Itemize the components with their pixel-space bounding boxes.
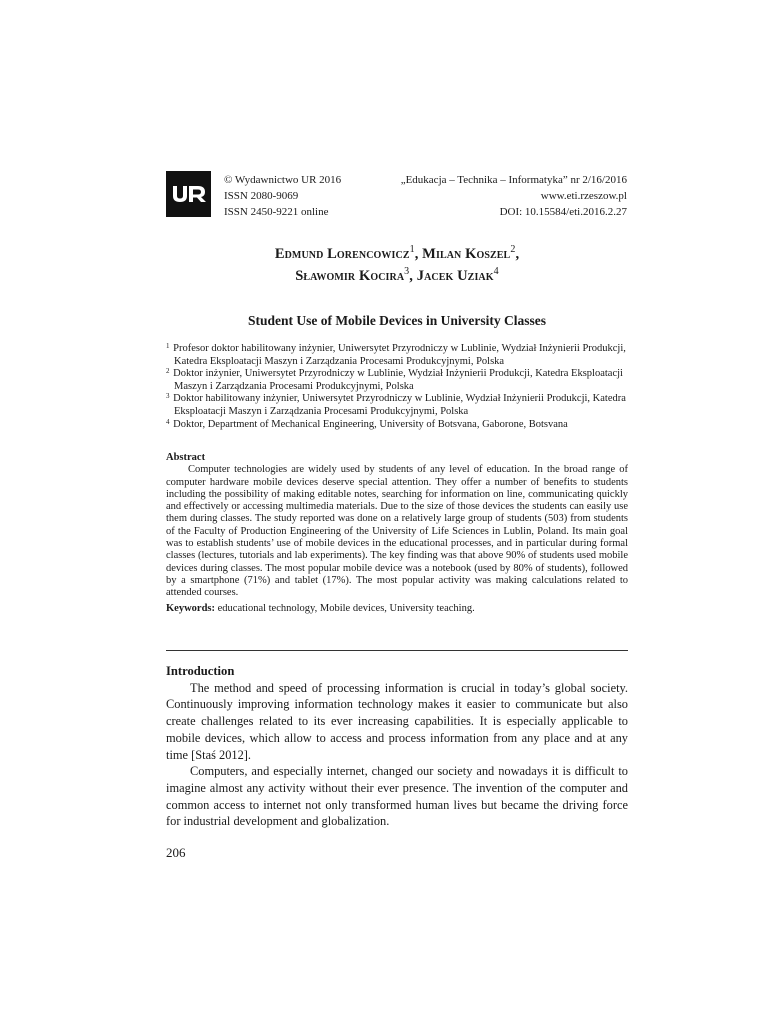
copyright-line: © Wydawnictwo UR 2016	[224, 174, 342, 186]
author-name: Sławomir Kocira	[295, 268, 405, 284]
header-publisher-info	[224, 172, 341, 220]
author-name: Edmund Lorencowicz	[274, 246, 410, 262]
affiliation-number: 2	[166, 367, 170, 376]
affiliation-item	[166, 419, 628, 432]
section-divider	[166, 650, 628, 651]
affiliation-item	[166, 393, 628, 418]
affiliation-mark: 1	[409, 244, 415, 255]
publisher-logo	[166, 171, 211, 217]
keywords-text: educational technology, Mobile devices, University teaching.	[217, 602, 475, 614]
header-journal-info	[401, 172, 627, 220]
abstract-body: Computer technologies are widely used by students of any level of education. In the broad range of computer hardware mobile devices deserve special attention. They offer a number of benefits to students including the possibility of making editable notes, searching for information on line, communicating quickly and effectively or accessing multimedia materials. Due to the size of those devices the students can easily use them during classes. The study reported was done on a relatively large group of students (503) from students of the Faculty of Production Engineering of the University of Life Sciences in Lublin, Poland. Its main goal was to establish students’ use of mobile devices in the educational processes, and in particular during formal classes (lectures, tutorials and lab experiments). The key finding was that above 90% of students used mobile devices during classes. The most popular mobile device was a notebook (used by 80% of students), followed by a smartphone (71%) and tablet (17%). The most popular activity was making calculations related to attended courses.	[166, 464, 628, 599]
affiliation-text: Doktor inżynier, Uniwersytet Przyrodniczy w Lublinie, Wydział Inżynierii Produkcji, Katedra Eksploatacji Maszyn i Zarządzania Procesami Produkcyjnymi, Polska	[173, 368, 623, 392]
introduction-heading: Introduction	[166, 664, 235, 678]
paragraph: The method and speed of processing information is crucial in today’s global society. Continuously improving information technology makes it easier to communicate but also create challenges related to its ever increasing capabilities. It is especially applicable to mobile devices, which allow to access and process information from any place and at any time [Staś 2012].	[166, 680, 628, 762]
keywords-line	[166, 603, 628, 615]
abstract-section	[166, 452, 628, 615]
page-number: 206	[166, 845, 186, 860]
journal-url[interactable]: www.eti.rzeszow.pl	[540, 190, 627, 202]
affiliation-mark: 4	[493, 266, 499, 277]
doi[interactable]: DOI: 10.15584/eti.2016.2.27	[499, 206, 627, 218]
paper-title: Student Use of Mobile Devices in University Classes	[247, 313, 547, 328]
issn-online: ISSN 2450-9221 online	[224, 206, 329, 218]
abstract-heading: Abstract	[166, 452, 206, 463]
affiliation-text: Doktor habilitowany inżynier, Uniwersytet Przyrodniczy w Lublinie, Wydział Inżynierii Produkcji, Katedra Eksploatacji Maszyn i Zarządzania Procesami Produkcyjnymi, Polska	[173, 393, 626, 417]
keywords-label: Keywords:	[166, 602, 215, 614]
issn-print: ISSN 2080-9069	[224, 190, 299, 202]
paragraph: Computers, and especially internet, changed our society and nowadays it is difficult to imagine almost any activity without their ever presence. The invention of the computer and common access to internet not only transformed human lives but became the driving force for industrial development and globalization.	[166, 764, 628, 829]
affiliation-item	[166, 343, 628, 368]
author-name: Jacek Uziak	[416, 268, 494, 284]
ur-logo-icon	[170, 184, 208, 204]
journal-name: „Edukacja – Technika – Informatyka” nr 2/16/2016	[400, 174, 627, 186]
affiliation-number: 4	[166, 417, 170, 426]
affiliation-item	[166, 368, 628, 393]
affiliation-text: Doktor, Department of Mechanical Engineering, University of Botsvana, Gaborone, Botsvana	[173, 418, 568, 430]
affiliation-number: 3	[166, 392, 170, 401]
author-name: Milan Koszel	[422, 246, 511, 262]
affiliation-number: 1	[166, 342, 170, 350]
affiliation-mark: 3	[404, 266, 410, 277]
affiliation-list	[166, 343, 628, 431]
affiliation-mark: 2	[510, 244, 516, 255]
introduction-section	[166, 663, 628, 830]
author-list: Edmund Lorencowicz$^1$, Milan Koszel$^2$, Sławomir Kocira$^3$, Jacek Uziak$^4$	[274, 244, 520, 284]
affiliation-text: Profesor doktor habilitowany inżynier, Uniwersytet Przyrodniczy w Lublinie, Wydział Inżynierii Produkcji, Katedra Eksploatacji Maszyn i Zarządzania Procesami Produkcyjnymi, Polska	[173, 343, 626, 367]
